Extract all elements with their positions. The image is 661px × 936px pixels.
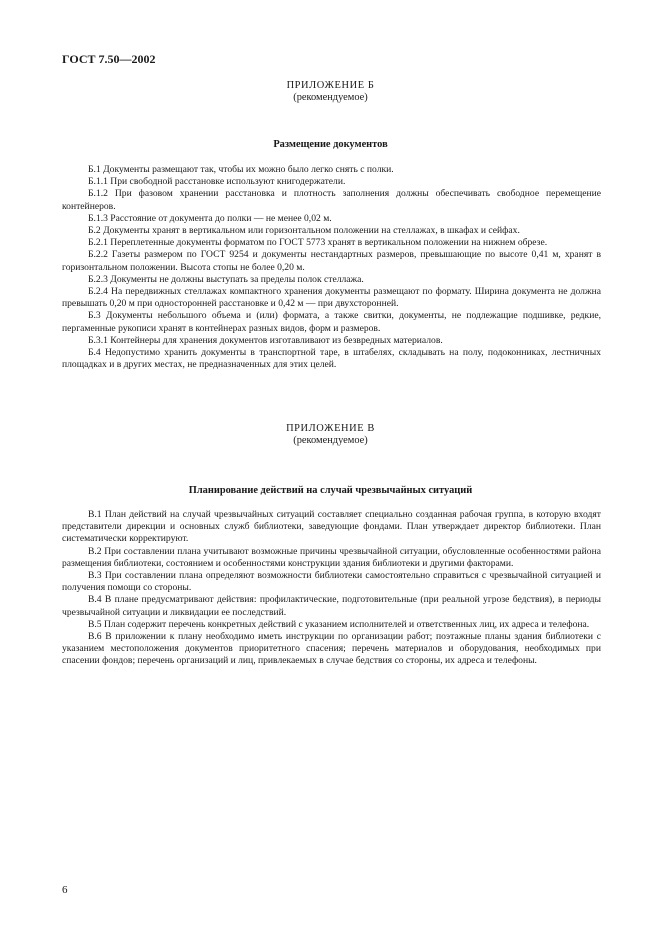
appendix-b-title: ПРИЛОЖЕНИЕ Б [286,80,375,91]
paragraph: Б.4 Недопустимо хранить документы в транспортной таре, в штабелях, складывать на полу, подоконниках, лестничных площадках и в других местах, не предназначенных для этих целей. [62,347,601,371]
paragraph: Б.2 Документы хранят в вертикальном или горизонтальном положении на стеллажах, в шкафах и сейфах. [88,225,520,237]
appendix-b-label [0,80,661,104]
appendix-b-note: (рекомендуемое) [293,92,368,103]
paragraph: Б.2.2 Газеты размером по ГОСТ 9254 и документы нестандартных размеров, превышающие по высоте 0,41 м, хранят в горизонтальном положении. Высота стопы не более 0,20 м. [62,249,601,273]
appendix-b-heading: Размещение документов [273,139,388,150]
appendix-v-body [62,509,601,668]
page-number: 6 [62,884,68,896]
standard-header: ГОСТ 7.50—2002 [62,52,156,66]
paragraph: Б.1.2 При фазовом хранении расстановка и плотность заполнения должны обеспечивать свободное перемещение контейнеров. [62,188,601,212]
appendix-v-note: (рекомендуемое) [293,435,368,446]
paragraph: В.6 В приложении к плану необходимо иметь инструкции по организации работ; поэтажные планы здания библиотеки с указанием местоположения документов приоритетного спасения; перечень материалов и оборудования, необходимых при спасении фондов; перечень организаций и лиц, привлекаемых в случае бедствия со стороны, их адреса и телефоны. [62,631,601,667]
paragraph: Б.3.1 Контейнеры для хранения документов изготавливают из безвредных материалов. [88,334,443,346]
paragraph: Б.1 Документы размещают так, чтобы их можно было легко снять с полки. [88,164,394,175]
appendix-v-label [0,423,661,447]
paragraph: В.2 При составлении плана учитывают возможные причины чрезвычайной ситуации, обусловленные особенностями района размещения библиотеки, состоянием и особенностями конструкции здания библиотеки и другими факторами. [62,545,601,569]
paragraph: Б.1.1 При свободной расстановке используют книгодержатели. [88,176,346,188]
paragraph: В.5 План содержит перечень конкретных действий с указанием исполнителей и ответственных лиц, их адреса и телефона. [88,618,590,630]
paragraph: Б.2.1 Переплетенные документы форматом по ГОСТ 5773 хранят в вертикальном положении на нижнем обрезе. [88,237,548,249]
paragraph: В.1 План действий на случай чрезвычайных ситуаций составляет специально созданная рабочая группа, в которую входят представители дирекции и основных служб библиотеки, заведующие фондами. План утверждает директор библиотеки. План систематически корректируют. [62,509,601,545]
appendix-v-heading: Планирование действий на случай чрезвычайных ситуаций [188,485,473,496]
paragraph: В.3 При составлении плана определяют возможности библиотеки самостоятельно справиться с чрезвычайной ситуацией и получения помощи со стороны. [62,570,601,594]
paragraph: Б.1.3 Расстояние от документа до полки — не менее 0,02 м. [88,212,332,224]
paragraph: В.4 В плане предусматривают действия: профилактические, подготовительные (при реальной угрозе бедствия), в периоды чрезвычайной ситуации и ликвидации ее последствий. [62,594,601,618]
paragraph: Б.3 Документы небольшого объема и (или) формата, а также свитки, документы, не подлежащие подшивке, редкие, пергаменные рукописи хранят в контейнерах разных видов, форм и размеров. [62,310,601,334]
paragraph: Б.2.4 На передвижных стеллажах компактного хранения документы размещают по формату. Ширина документа не должна превышать 0,20 м при односторонней расстановке и 0,42 м — при двухсторонней. [62,286,601,310]
appendix-b-body [62,164,601,371]
appendix-v-title: ПРИЛОЖЕНИЕ В [286,423,375,434]
paragraph: Б.2.3 Документы не должны выступать за пределы полок стеллажа. [88,273,364,285]
